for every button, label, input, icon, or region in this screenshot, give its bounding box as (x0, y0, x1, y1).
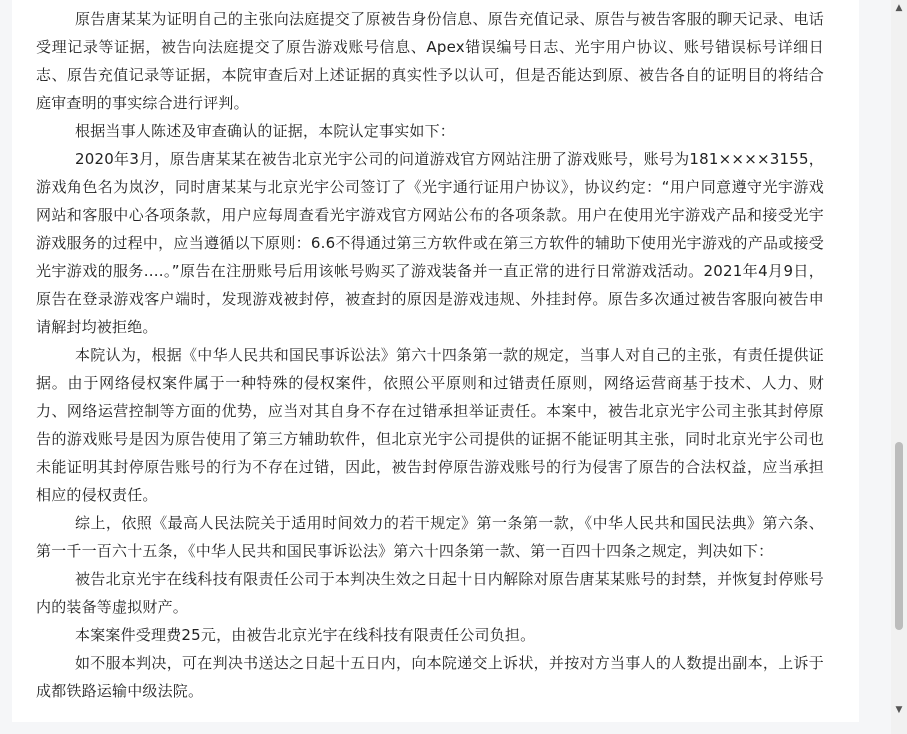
paragraph-court-opinion: 本院认为，根据《中华人民共和国民事诉讼法》第六十四条第一款的规定，当事人对自己的主张，有责任提供证据。由于网络侵权案件属于一种特殊的侵权案件，依照公平原则和过错责任原则，网络运营商基于技术、人力、财力、网络运营控制等方面的优势，应当对其自身不存在过错承担举证责任。本案中，被告北京光宇公司主张其封停原告的游戏账号是因为原告使用了第三方辅助软件，但北京光宇公司提供的证据不能证明其主张，同时北京光宇公司也未能证明其封停原告账号的行为不存在过错，因此，被告封停原告游戏账号的行为侵害了原告的合法权益，应当承担相应的侵权责任。 (36, 346, 824, 504)
paragraph-facts: 2020年3月，原告唐某某在被告北京光宇公司的问道游戏官方网站注册了游戏账号，账号为181××××3155，游戏角色名为岚汐，同时唐某某与北京光宇公司签订了《光宇通行证用户协议》，协议约定：“用户同意遵守光宇游戏网站和客服中心各项条款，用户应每周查看光宇游戏官方网站公布的各项条款。用户在使用光宇游戏产品和接受光宇游戏服务的过程中，应当遵循以下原则：6.6不得通过第三方软件或在第三方软件的辅助下使用光宇游戏的产品或接受光宇游戏的服务....。”原告在注册账号后用该帐号购买了游戏装备并一直正常的进行日常游戏活动。2021年4月9日，原告在登录游戏客户端时，发现游戏被封停，被查封的原因是游戏违规、外挂封停。原告多次通过被告客服向被告申请解封均被拒绝。 (36, 150, 824, 336)
document-page (12, 0, 859, 722)
paragraph-legal-basis: 综上，依照《最高人民法院关于适用时间效力的若干规定》第一条第一款，《中华人民共和国民法典》第六条、第一千一百六十五条，《中华人民共和国民事诉讼法》第六十四条第一款、第一百四十四条之规定，判决如下： (36, 514, 824, 560)
paragraph-appeal: 如不服本判决，可在判决书送达之日起十五日内，向本院递交上诉状，并按对方当事人的人数提出副本，上诉于成都铁路运输中级法院。 (36, 654, 824, 700)
paragraph-facts-intro: 根据当事人陈述及审查确认的证据，本院认定事实如下： (75, 122, 456, 140)
scroll-down-icon[interactable]: ▼ (895, 705, 903, 715)
paragraph-judgment: 被告北京光宇在线科技有限责任公司于本判决生效之日起十日内解除对原告唐某某账号的封禁，并恢复封停账号内的装备等虚拟财产。 (36, 570, 824, 616)
paragraph-case-fee: 本案案件受理费25元，由被告北京光宇在线科技有限责任公司负担。 (75, 626, 536, 644)
vertical-scrollbar[interactable] (891, 0, 907, 734)
scroll-up-icon[interactable]: ▲ (895, 3, 903, 13)
scrollbar-thumb[interactable] (895, 442, 903, 630)
paragraph-evidence-submission: 原告唐某某为证明自己的主张向法庭提交了原被告身份信息、原告充值记录、原告与被告客服的聊天记录、电话受理记录等证据，被告向法庭提交了原告游戏账号信息、Apex错误编号日志、光宇用户协议、账号错误标号详细日志、原告充值记录等证据，本院审查后对上述证据的真实性予以认可，但是否能达到原、被告各自的证明目的将结合庭审查明的事实综合进行评判。 (36, 10, 824, 112)
document-body (36, 5, 824, 705)
